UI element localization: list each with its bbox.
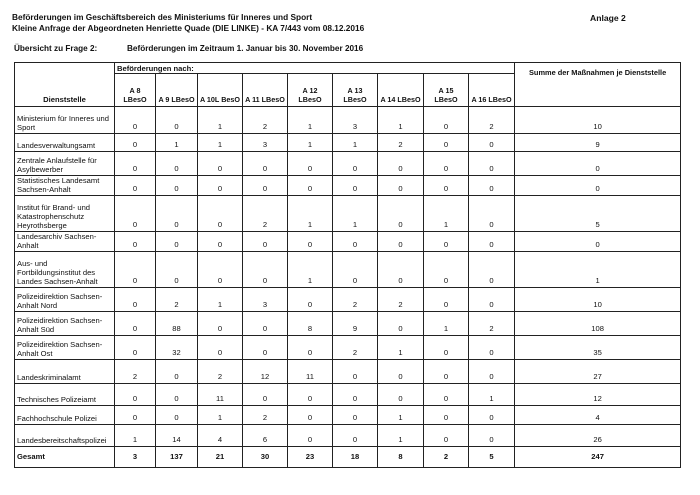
dienststelle-cell: Landesarchiv Sachsen-Anhalt	[15, 232, 115, 252]
value-cell: 1	[156, 134, 198, 152]
total-row	[15, 447, 681, 468]
value-cell: 0	[115, 252, 156, 288]
sum-cell: 5	[515, 196, 681, 232]
anlage-label: Anlage 2	[590, 13, 626, 23]
value-cell: 0	[156, 176, 198, 196]
value-cell: 0	[288, 425, 333, 447]
value-cell: 2	[243, 196, 288, 232]
table-row	[15, 336, 681, 360]
dienststelle-cell: Aus- und Fortbildungsinstitut des Landes Sachsen-Anhalt	[15, 252, 115, 288]
table-row	[15, 176, 681, 196]
value-cell: 0	[469, 360, 515, 384]
value-cell: 0	[115, 152, 156, 176]
value-cell: 0	[198, 336, 243, 360]
dienststelle-cell: Landesbereitschaftspolizei	[15, 425, 115, 447]
value-cell: 0	[198, 196, 243, 232]
dienststelle-cell: Technisches Polizeiamt	[15, 384, 115, 406]
value-cell: 1	[424, 196, 469, 232]
value-cell: 1	[288, 134, 333, 152]
value-cell: 0	[156, 360, 198, 384]
value-cell: 0	[156, 107, 198, 134]
value-cell: 0	[198, 152, 243, 176]
column-header: A 14 LBesO	[378, 74, 424, 107]
table-row	[15, 360, 681, 384]
dienststelle-header: Dienststelle	[15, 74, 115, 107]
dienststelle-cell: Landesverwaltungsamt	[15, 134, 115, 152]
dienststelle-cell: Polizeidirektion Sachsen-Anhalt Süd	[15, 312, 115, 336]
value-cell: 1	[198, 406, 243, 425]
value-cell: 11	[288, 360, 333, 384]
dienststelle-cell: Statistisches Landesamt Sachsen-Anhalt	[15, 176, 115, 196]
value-cell: 0	[243, 152, 288, 176]
value-cell: 0	[424, 252, 469, 288]
value-cell: 0	[424, 336, 469, 360]
value-cell: 0	[115, 107, 156, 134]
total-value-cell: 137	[156, 447, 198, 468]
dienststelle-cell: Ministerium für Inneres und Sport	[15, 107, 115, 134]
value-cell: 1	[115, 425, 156, 447]
value-cell: 0	[156, 196, 198, 232]
sum-cell: 27	[515, 360, 681, 384]
value-cell: 1	[378, 425, 424, 447]
value-cell: 1	[378, 336, 424, 360]
table-row	[15, 288, 681, 312]
value-cell: 0	[333, 360, 378, 384]
sum-cell: 9	[515, 134, 681, 152]
value-cell: 0	[469, 232, 515, 252]
value-cell: 0	[333, 252, 378, 288]
value-cell: 0	[288, 232, 333, 252]
value-cell: 0	[469, 336, 515, 360]
value-cell: 0	[198, 232, 243, 252]
value-cell: 1	[333, 134, 378, 152]
value-cell: 0	[378, 384, 424, 406]
value-cell: 0	[378, 196, 424, 232]
value-cell: 0	[115, 406, 156, 425]
value-cell: 0	[424, 176, 469, 196]
value-cell: 2	[469, 107, 515, 134]
value-cell: 0	[469, 406, 515, 425]
sum-cell: 4	[515, 406, 681, 425]
value-cell: 3	[243, 288, 288, 312]
value-cell: 0	[198, 312, 243, 336]
value-cell: 0	[243, 384, 288, 406]
value-cell: 11	[198, 384, 243, 406]
value-cell: 6	[243, 425, 288, 447]
value-cell: 0	[469, 288, 515, 312]
value-cell: 0	[333, 152, 378, 176]
total-value-cell: 30	[243, 447, 288, 468]
value-cell: 0	[378, 312, 424, 336]
value-cell: 0	[424, 232, 469, 252]
document-title-line2: Kleine Anfrage der Abgeordneten Henriette Quade (DIE LINKE) - KA 7/443 vom 08.12.2016	[12, 23, 365, 33]
value-cell: 0	[115, 176, 156, 196]
value-cell: 3	[333, 107, 378, 134]
value-cell: 2	[378, 134, 424, 152]
table-row	[15, 406, 681, 425]
value-cell: 0	[156, 252, 198, 288]
value-cell: 0	[424, 360, 469, 384]
value-cell: 0	[424, 425, 469, 447]
value-cell: 0	[469, 252, 515, 288]
value-cell: 0	[424, 134, 469, 152]
value-cell: 3	[243, 134, 288, 152]
value-cell: 0	[115, 134, 156, 152]
table-row	[15, 425, 681, 447]
sum-cell: 108	[515, 312, 681, 336]
total-value-cell: 23	[288, 447, 333, 468]
value-cell: 0	[156, 384, 198, 406]
value-cell: 2	[469, 312, 515, 336]
table-row	[15, 384, 681, 406]
value-cell: 0	[378, 360, 424, 384]
value-cell: 1	[333, 196, 378, 232]
sum-cell: 10	[515, 107, 681, 134]
value-cell: 0	[115, 384, 156, 406]
value-cell: 0	[378, 176, 424, 196]
table-row	[15, 196, 681, 232]
column-header: A 9 LBesO	[156, 74, 198, 107]
value-cell: 88	[156, 312, 198, 336]
value-cell: 0	[333, 176, 378, 196]
value-cell: 0	[469, 425, 515, 447]
value-cell: 0	[424, 288, 469, 312]
subtitle-text: Beförderungen im Zeitraum 1. Januar bis 30. November 2016	[127, 44, 364, 53]
value-cell: 0	[198, 252, 243, 288]
value-cell: 0	[115, 336, 156, 360]
value-cell: 0	[469, 152, 515, 176]
value-cell: 0	[243, 252, 288, 288]
dienststelle-cell: Landeskriminalamt	[15, 360, 115, 384]
value-cell: 0	[288, 152, 333, 176]
total-value-cell: 5	[469, 447, 515, 468]
column-header: A 16 LBesO	[469, 74, 515, 107]
value-cell: 0	[288, 288, 333, 312]
value-cell: 4	[198, 425, 243, 447]
value-cell: 0	[288, 384, 333, 406]
dienststelle-cell: Polizeidirektion Sachsen-Anhalt Nord	[15, 288, 115, 312]
value-cell: 0	[156, 406, 198, 425]
value-cell: 0	[469, 176, 515, 196]
summe-header: Summe der Maßnahmen je Dienststelle	[515, 63, 681, 107]
group-header: Beförderungen nach:	[115, 63, 515, 74]
value-cell: 0	[333, 384, 378, 406]
value-cell: 0	[243, 336, 288, 360]
total-sum-cell: 247	[515, 447, 681, 468]
sum-cell: 0	[515, 232, 681, 252]
table-row	[15, 152, 681, 176]
table-row	[15, 252, 681, 288]
value-cell: 2	[333, 288, 378, 312]
total-label: Gesamt	[15, 447, 115, 468]
value-cell: 1	[288, 107, 333, 134]
value-cell: 14	[156, 425, 198, 447]
value-cell: 0	[243, 232, 288, 252]
value-cell: 2	[115, 360, 156, 384]
value-cell: 1	[198, 107, 243, 134]
subtitle-label: Übersicht zu Frage 2:	[14, 44, 98, 53]
sum-cell: 26	[515, 425, 681, 447]
column-header: A 10L BesO	[198, 74, 243, 107]
value-cell: 0	[288, 336, 333, 360]
total-value-cell: 2	[424, 447, 469, 468]
value-cell: 0	[378, 152, 424, 176]
value-cell: 1	[198, 288, 243, 312]
value-cell: 0	[424, 107, 469, 134]
value-cell: 32	[156, 336, 198, 360]
value-cell: 0	[378, 252, 424, 288]
value-cell: 1	[469, 384, 515, 406]
value-cell: 0	[333, 232, 378, 252]
sum-cell: 0	[515, 152, 681, 176]
column-header: A 12 LBesO	[288, 74, 333, 107]
sum-cell: 35	[515, 336, 681, 360]
value-cell: 2	[378, 288, 424, 312]
dienststelle-cell: Institut für Brand- und Katastrophenschutz Heyrothsberge	[15, 196, 115, 232]
value-cell: 0	[469, 196, 515, 232]
value-cell: 0	[288, 176, 333, 196]
dienststelle-cell: Polizeidirektion Sachsen-Anhalt Ost	[15, 336, 115, 360]
value-cell: 0	[424, 384, 469, 406]
document-title-line1: Beförderungen im Geschäftsbereich des Ministeriums für Inneres und Sport	[12, 12, 313, 22]
value-cell: 2	[333, 336, 378, 360]
value-cell: 12	[243, 360, 288, 384]
sum-cell: 10	[515, 288, 681, 312]
value-cell: 0	[115, 312, 156, 336]
value-cell: 0	[115, 288, 156, 312]
value-cell: 0	[198, 176, 243, 196]
promotions-table	[14, 62, 681, 468]
column-header: A 8 LBesO	[115, 74, 156, 107]
value-cell: 1	[198, 134, 243, 152]
total-value-cell: 21	[198, 447, 243, 468]
value-cell: 0	[424, 406, 469, 425]
total-value-cell: 18	[333, 447, 378, 468]
column-header: A 15 LBesO	[424, 74, 469, 107]
table-row	[15, 312, 681, 336]
value-cell: 0	[288, 406, 333, 425]
value-cell: 0	[243, 176, 288, 196]
table-row	[15, 107, 681, 134]
value-cell: 0	[243, 312, 288, 336]
value-cell: 1	[288, 196, 333, 232]
total-value-cell: 3	[115, 447, 156, 468]
dienststelle-cell: Fachhochschule Polizei	[15, 406, 115, 425]
value-cell: 0	[424, 152, 469, 176]
sum-cell: 12	[515, 384, 681, 406]
value-cell: 0	[115, 232, 156, 252]
value-cell: 1	[378, 107, 424, 134]
value-cell: 2	[198, 360, 243, 384]
value-cell: 0	[156, 232, 198, 252]
dienststelle-cell: Zentrale Anlaufstelle für Asylbewerber	[15, 152, 115, 176]
value-cell: 1	[288, 252, 333, 288]
value-cell: 0	[469, 134, 515, 152]
value-cell: 0	[333, 425, 378, 447]
value-cell: 2	[156, 288, 198, 312]
value-cell: 2	[243, 406, 288, 425]
value-cell: 8	[288, 312, 333, 336]
value-cell: 1	[424, 312, 469, 336]
value-cell: 0	[333, 406, 378, 425]
corner-cell	[15, 63, 115, 74]
group-header-row	[15, 63, 681, 74]
table-row	[15, 134, 681, 152]
value-cell: 2	[243, 107, 288, 134]
value-cell: 0	[115, 196, 156, 232]
column-header: A 13 LBesO	[333, 74, 378, 107]
sum-cell: 1	[515, 252, 681, 288]
value-cell: 9	[333, 312, 378, 336]
value-cell: 0	[156, 152, 198, 176]
total-value-cell: 8	[378, 447, 424, 468]
sum-cell: 0	[515, 176, 681, 196]
table-row	[15, 232, 681, 252]
column-header: A 11 LBesO	[243, 74, 288, 107]
value-cell: 1	[378, 406, 424, 425]
value-cell: 0	[378, 232, 424, 252]
